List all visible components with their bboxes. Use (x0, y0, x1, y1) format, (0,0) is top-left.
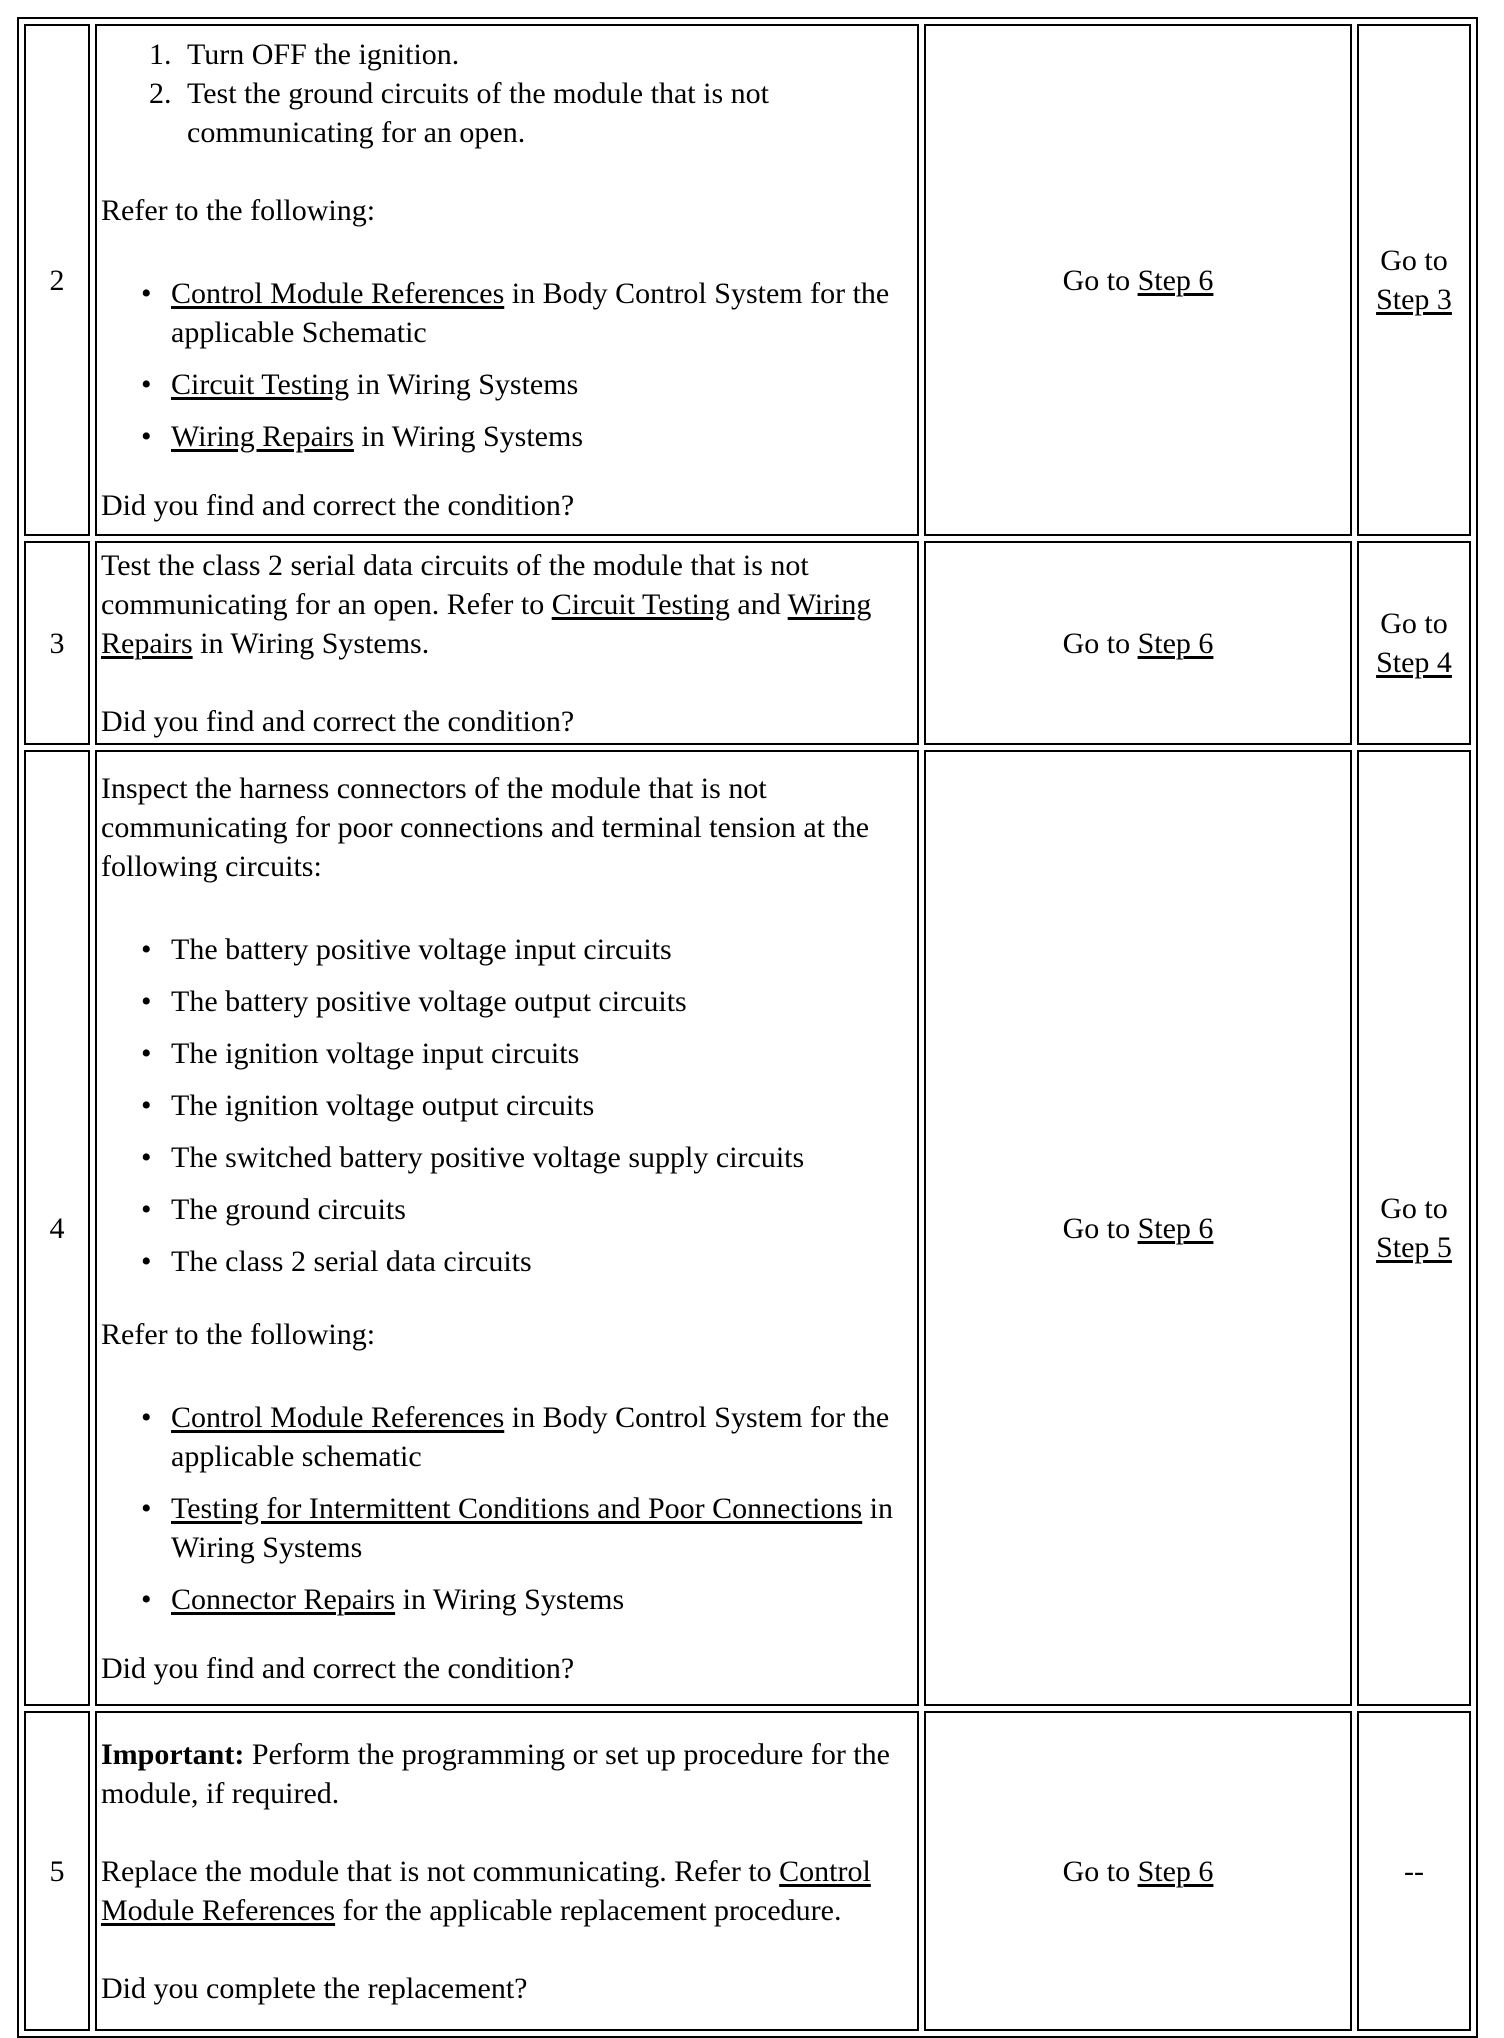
action-cell (95, 750, 919, 1706)
list-item (171, 417, 913, 456)
important-label: Important: (101, 1737, 245, 1771)
circuit-list (101, 930, 913, 1281)
list-item (171, 274, 913, 352)
no-prefix: Go to (1380, 1192, 1448, 1225)
action-intro: Inspect the harness connectors of the module that is not communicating for poor connections and terminal tension at the following circuits: (101, 771, 870, 883)
step-6-link[interactable]: Step 6 (1137, 1211, 1214, 1245)
list-item (171, 1398, 913, 1476)
text: and (729, 587, 788, 621)
table-row-step-3 (24, 541, 1471, 745)
reference-list (101, 1398, 913, 1619)
testing-intermittent-conditions-link[interactable]: Testing for Intermittent Conditions and Poor Connections (171, 1491, 863, 1525)
list-item: • The switched battery positive voltage supply circuits (171, 1138, 913, 1177)
refer-intro: Refer to the following: (101, 194, 376, 227)
ref-text: in Wiring Systems (395, 1582, 625, 1616)
step-number: 4 (24, 750, 90, 1706)
important-text: Perform the programming or set up procedure for the module, if required. (101, 1737, 890, 1810)
list-item: 1. Turn OFF the ignition. (179, 35, 913, 74)
diagnostic-steps-table (17, 17, 1478, 2038)
step-6-link[interactable]: Step 6 (1137, 1854, 1214, 1888)
yes-cell (924, 1711, 1352, 2031)
wiring-repairs-link[interactable]: Wiring Repairs (101, 587, 872, 660)
connector-repairs-link[interactable]: Connector Repairs (171, 1582, 396, 1616)
action-cell (95, 1711, 919, 2031)
important-note (101, 1735, 913, 1813)
list-item (171, 365, 913, 404)
no-prefix: Go to (1380, 244, 1448, 277)
action-text (101, 546, 913, 663)
yes-prefix: Go to (1062, 1854, 1138, 1888)
action-cell (95, 24, 919, 536)
ref-text: in Body Control System for the applicable Schematic (171, 277, 890, 349)
ref-text: in Wiring Systems (349, 368, 579, 401)
no-cell (1357, 750, 1471, 1706)
step-6-link[interactable]: Step 6 (1137, 263, 1214, 297)
no-cell: -- (1357, 1711, 1471, 2031)
action-cell (95, 541, 919, 745)
yes-cell (924, 541, 1352, 745)
step-number: 3 (24, 541, 90, 745)
step-5-link[interactable]: Step 5 (1376, 1231, 1452, 1264)
refer-intro: Refer to the following: (101, 1317, 376, 1351)
step-6-link[interactable]: Step 6 (1137, 626, 1214, 660)
no-cell (1357, 24, 1471, 536)
yes-prefix: Go to (1062, 263, 1138, 297)
wiring-repairs-link[interactable]: Wiring Repairs (171, 420, 354, 453)
reference-list (101, 274, 913, 456)
table-row-step-4 (24, 750, 1471, 1706)
ref-text: in Wiring Systems (171, 1491, 894, 1564)
list-item: • The ignition voltage output circuits (171, 1086, 913, 1125)
question: Did you find and correct the condition? (101, 1651, 575, 1685)
ref-text: in Body Control System for the applicable schematic (171, 1400, 890, 1473)
step-3-link[interactable]: Step 3 (1376, 283, 1452, 316)
list-item: • The battery positive voltage input circuits (171, 930, 913, 969)
step-number: 5 (24, 1711, 90, 2031)
list-item: • The ignition voltage input circuits (171, 1034, 913, 1073)
no-cell (1357, 541, 1471, 745)
text: in Wiring Systems. (192, 626, 430, 660)
action-list (101, 35, 913, 152)
list-item: 2. Test the ground circuits of the module that is not communicating for an open. (179, 74, 913, 152)
table-row-step-5 (24, 1711, 1471, 2031)
action-text (101, 1852, 913, 1930)
list-item: • The class 2 serial data circuits (171, 1242, 913, 1281)
list-item (171, 1489, 913, 1567)
circuit-testing-link[interactable]: Circuit Testing (551, 587, 730, 621)
question: Did you find and correct the condition? (101, 489, 575, 522)
list-item: • The battery positive voltage output circuits (171, 982, 913, 1021)
control-module-references-link[interactable]: Control Module References (101, 1854, 871, 1927)
question: Did you find and correct the condition? (101, 704, 575, 738)
text: for the applicable replacement procedure. (335, 1893, 842, 1927)
circuit-testing-link[interactable]: Circuit Testing (171, 368, 350, 401)
control-module-references-link[interactable]: Control Module References (171, 277, 505, 310)
no-prefix: Go to (1380, 607, 1448, 640)
yes-prefix: Go to (1062, 1211, 1138, 1245)
list-item (171, 1580, 913, 1619)
question: Did you complete the replacement? (101, 1971, 528, 2005)
step-number: 2 (24, 24, 90, 536)
table-row-step-2 (24, 24, 1471, 536)
yes-prefix: Go to (1062, 626, 1138, 660)
yes-cell (924, 24, 1352, 536)
yes-cell (924, 750, 1352, 1706)
text: Replace the module that is not communicating. Refer to (101, 1854, 780, 1888)
ref-text: in Wiring Systems (353, 420, 584, 453)
list-item: • The ground circuits (171, 1190, 913, 1229)
step-4-link[interactable]: Step 4 (1376, 646, 1452, 679)
text: Test the class 2 serial data circuits of the module that is not communicating for an open. Refer to (101, 548, 809, 621)
control-module-references-link[interactable]: Control Module References (171, 1400, 505, 1434)
